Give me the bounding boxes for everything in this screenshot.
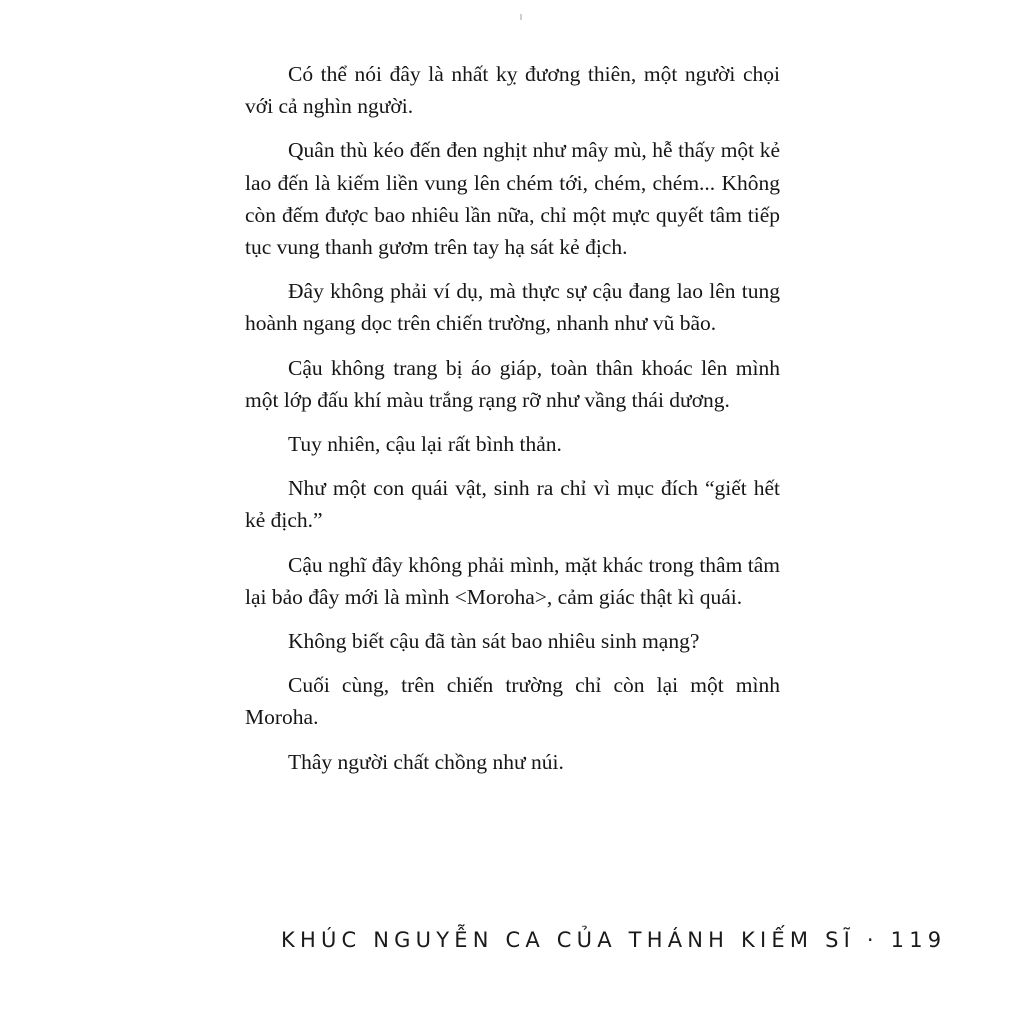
paragraph: Như một con quái vật, sinh ra chỉ vì mục đích “giết hết kẻ địch.” (245, 476, 780, 533)
paragraph: Có thể nói đây là nhất kỵ đương thiên, một người chọi với cả nghìn người. (245, 62, 780, 119)
footer-separator: · (866, 928, 879, 952)
page-number: 119 (890, 928, 947, 952)
paragraph: Không biết cậu đã tàn sát bao nhiêu sinh mạng? (288, 629, 700, 654)
page-footer (281, 928, 947, 952)
paragraph: Quân thù kéo đến đen nghịt như mây mù, hễ thấy một kẻ lao đến là kiếm liền vung lên chém tới, chém, chém... Không còn đếm được bao nhiêu lần nữa, chỉ một mực quyết tâm tiếp tục vung thanh gươm trên tay hạ sát kẻ địch. (245, 138, 780, 260)
paragraph: Cậu không trang bị áo giáp, toàn thân khoác lên mình một lớp đấu khí màu trắng rạng rỡ như vầng thái dương. (245, 355, 780, 412)
paragraph: Tuy nhiên, cậu lại rất bình thản. (288, 432, 562, 457)
body-text (245, 58, 780, 790)
paragraph: Thây người chất chồng như núi. (288, 749, 564, 774)
running-title: KHÚC NGUYỄN CA CỦA THÁNH KIẾM SĨ (281, 928, 855, 952)
scan-mark (520, 14, 522, 20)
paragraph: Đây không phải ví dụ, mà thực sự cậu đang lao lên tung hoành ngang dọc trên chiến trường, nhanh như vũ bão. (245, 279, 780, 336)
paragraph: Cuối cùng, trên chiến trường chỉ còn lại một mình Moroha. (245, 673, 780, 730)
paragraph: Cậu nghĩ đây không phải mình, mặt khác trong thâm tâm lại bảo đây mới là mình <Moroha>, cảm giác thật kì quái. (245, 552, 780, 609)
